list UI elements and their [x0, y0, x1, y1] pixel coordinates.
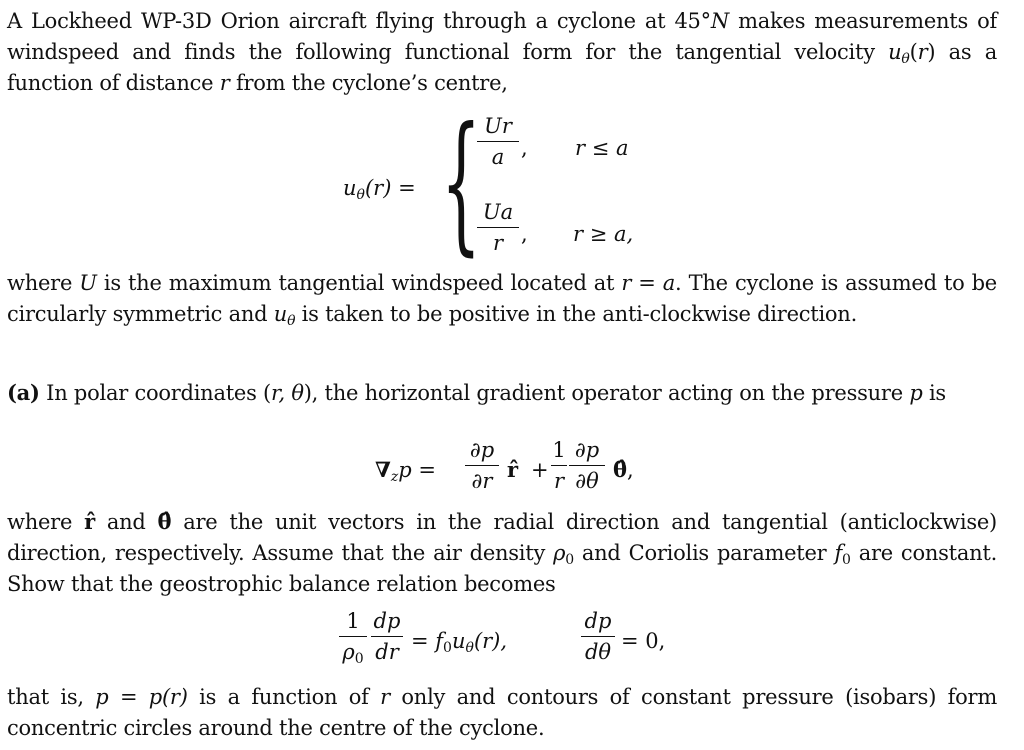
dp-dr-fraction: ∂p ∂r — [465, 438, 499, 493]
dp-dr-fraction-2: dp dr — [371, 609, 403, 664]
one-over-r-fraction: 1 r — [552, 438, 566, 493]
left-brace: { — [441, 96, 482, 270]
one-over-rho-fraction: 1 $\rho_0$ — [339, 609, 367, 664]
dp-dtheta-fraction-2: dp dθ — [581, 609, 615, 664]
case-2-fraction: Ua r — [477, 200, 519, 255]
part-label: (a) — [7, 380, 40, 405]
geostrophic-balance-equation: 1 $\rho_0$ dp dr = $f_0u_\theta(r)$, dp dθ = 0, — [7, 609, 997, 677]
case-1-fraction: Ur a — [477, 114, 519, 169]
equation-lhs: $u_\theta(r)$ = — [343, 176, 416, 203]
gradient-operator-equation: $\nabla_zp$ = ∂p ∂r r̂ + 1 r ∂p ∂θ θ̂ , — [375, 438, 634, 493]
case-2-condition: r ≥ a, — [573, 222, 634, 246]
balance-rhs: = $f_0u_\theta(r)$, — [411, 629, 508, 656]
piecewise-velocity-equation: $u_\theta(r)$ = { Ur a , r ≤ a Ua r , r ≥ a, — [343, 96, 634, 270]
part-a-paragraph: (a) In polar coordinates (r, θ), the horizontal gradient operator acting on the pressure p is — [7, 380, 946, 405]
theta-hat: θ̂ — [613, 457, 628, 482]
case-1-condition: r ≤ a — [575, 136, 629, 160]
intro-paragraph: A Lockheed WP-3D Orion aircraft flying through a cyclone at 45°N makes measurements of windspeed and finds the following functional form for the tangential velocity $u_\theta(r)$ as a function of distance r from the cyclone’s centre, — [7, 9, 998, 95]
conclusion-paragraph: that is, p = p(r) is a function of r only and contours of constant pressure (isobars) form concentric circles around the centre of the cyclone. — [7, 685, 997, 740]
dp-dtheta-fraction: ∂p ∂θ — [569, 438, 605, 493]
unit-vectors-paragraph: where r̂ and θ̂ are the unit vectors in the radial direction and tangential (anticlockwise) direction, respectively. Assume that the air density $\rho_0$ and Coriolis parameter $f_0$ are constant. Show that the geostrophic balance relation becomes — [7, 509, 998, 596]
assumption-paragraph: where U is the maximum tangential windspeed located at r = a. The cyclone is assumed to be circularly symmetric and $u_\theta$ is taken to be positive in the anti-clockwise direction. — [7, 271, 997, 329]
gradient-lhs: $\nabla_zp$ = — [375, 457, 436, 485]
r-hat: r̂ — [507, 457, 519, 482]
